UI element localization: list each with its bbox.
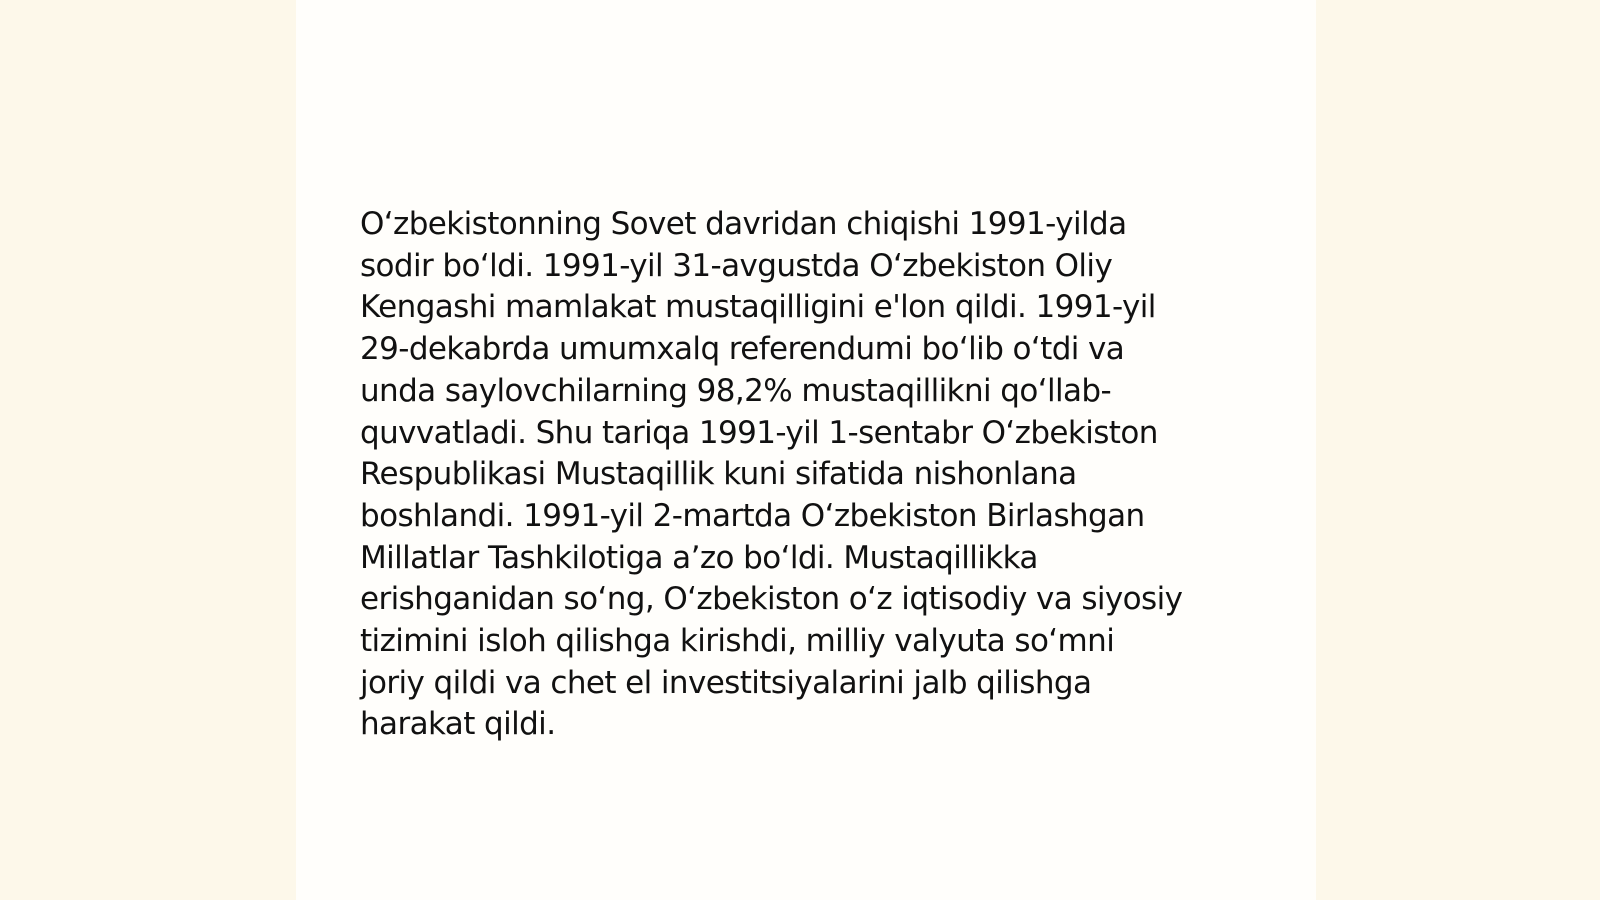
paragraph-line: tizimini isloh qilishga kirishdi, milliy valyuta so‘mni (360, 623, 1115, 660)
body-paragraph (360, 204, 1250, 746)
paragraph-line: erishganidan so‘ng, O‘zbekiston o‘z iqtisodiy va siyosiy (360, 581, 1183, 618)
paragraph-line: O‘zbekistonning Sovet davridan chiqishi 1991-yilda (360, 206, 1127, 242)
paragraph-line: joriy qildi va chet el investitsiyalarini jalb qilishga (360, 664, 1092, 701)
paragraph-line: Millatlar Tashkilotiga a’zo bo‘ldi. Mustaqillikka (360, 539, 1038, 576)
page-panel (296, 0, 1316, 900)
paragraph-line: quvvatladi. Shu tariqa 1991-yil 1-sentabr O‘zbekiston (360, 414, 1158, 451)
paragraph-line: unda saylovchilarning 98,2% mustaqillikni qo‘llab- (360, 372, 1112, 409)
paragraph-line: sodir bo‘ldi. 1991-yil 31-avgustda O‘zbekiston Oliy (360, 247, 1113, 284)
paragraph-line: Kengashi mamlakat mustaqilligini e'lon qildi. 1991-yil (360, 289, 1156, 326)
paragraph-line: harakat qildi. (360, 706, 556, 743)
paragraph-line: Respublikasi Mustaqillik kuni sifatida nishonlana (360, 456, 1077, 493)
paragraph-line: boshlandi. 1991-yil 2-martda O‘zbekiston Birlashgan (360, 497, 1145, 534)
paragraph-line: 29-dekabrda umumxalq referendumi bo‘lib o‘tdi va (360, 331, 1125, 368)
